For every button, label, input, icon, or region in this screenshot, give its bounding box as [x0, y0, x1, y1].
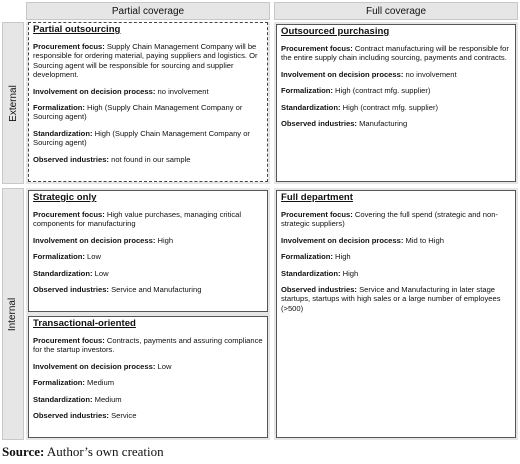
- value: High (Supply Chain Management Company or Sourcing agent): [33, 103, 243, 122]
- label: Involvement on decision process:: [281, 235, 404, 245]
- partial-outsourcing-standardization: [33, 129, 263, 148]
- transactional-oriented-standardization: [33, 395, 263, 404]
- value: High (contract mfg. supplier): [335, 86, 431, 96]
- label: Standardization:: [33, 394, 93, 404]
- row-label-external: [2, 22, 24, 184]
- full-department-procurement: [281, 210, 511, 229]
- label: Procurement focus:: [33, 210, 105, 219]
- partial-outsourcing-formalization: [33, 103, 263, 122]
- value: Contract manufacturing will be responsible for the entire supply chain including sourcing, payments and contracts.: [281, 44, 509, 63]
- outsourced-purchasing-title: Outsourced purchasing: [281, 26, 390, 37]
- label: Standardization:: [281, 102, 341, 112]
- column-header-full: Full coverage: [274, 2, 518, 20]
- full-department-industries: [281, 285, 511, 313]
- label: Standardization:: [281, 268, 341, 278]
- strategic-only-formalization: [33, 252, 263, 261]
- partial-outsourcing-title: Partial outsourcing: [33, 24, 121, 35]
- partial-outsourcing-involvement: [33, 87, 263, 96]
- label: Standardization:: [33, 128, 93, 138]
- strategic-only-title: Strategic only: [33, 192, 97, 203]
- transactional-oriented-box: [28, 316, 268, 438]
- full-department-involvement: [281, 236, 511, 245]
- value: High (contract mfg. supplier): [342, 102, 439, 112]
- label: Involvement on decision process:: [33, 86, 156, 96]
- label: Formalization:: [281, 86, 333, 96]
- full-department-box: [276, 190, 516, 438]
- strategic-only-industries: [33, 285, 263, 294]
- label: Observed industries:: [33, 411, 109, 421]
- value: High (Supply Chain Management Company or Sourcing agent): [33, 128, 250, 148]
- label: Standardization:: [33, 268, 93, 278]
- value: no involvement: [405, 69, 457, 79]
- value: High: [157, 235, 174, 245]
- label: Procurement focus:: [33, 42, 105, 51]
- full-department-formalization: [281, 252, 511, 261]
- value: High value purchases, managing critical components for manufacturing: [33, 210, 242, 229]
- strategic-only-box: [28, 190, 268, 312]
- label: Observed industries:: [281, 285, 357, 295]
- strategic-only-procurement: [33, 210, 263, 229]
- partial-outsourcing-procurement: [33, 42, 263, 80]
- source-text: Author’s own creation: [46, 444, 164, 459]
- transactional-oriented-industries: [33, 411, 263, 420]
- source-label: Source:: [2, 444, 45, 459]
- transactional-oriented-procurement: [33, 336, 263, 355]
- value: High: [335, 252, 351, 262]
- label: Formalization:: [281, 252, 333, 262]
- strategic-only-standardization: [33, 269, 263, 278]
- value: Mid to High: [405, 235, 444, 245]
- value: Contracts, payments and assuring compliance for the startup investors.: [33, 336, 263, 355]
- column-header-partial: Partial coverage: [26, 2, 270, 20]
- source-note: [2, 444, 164, 460]
- value: Low: [94, 268, 109, 278]
- row-label-internal-text: Internal: [7, 297, 19, 331]
- transactional-oriented-formalization: [33, 378, 263, 387]
- label: Involvement on decision process:: [281, 69, 404, 79]
- label: Formalization:: [33, 252, 85, 262]
- outsourced-purchasing-box: [276, 24, 516, 182]
- value: Covering the full spend (strategic and non-strategic suppliers): [281, 210, 498, 229]
- value: Service: [111, 411, 137, 421]
- value: not found in our sample: [111, 154, 191, 164]
- outsourced-purchasing-standardization: [281, 103, 511, 112]
- value: Service and Manufacturing in later stage startups, startups with high sales or a large number of employees (>500): [281, 285, 501, 313]
- strategic-only-involvement: [33, 236, 263, 245]
- label: Observed industries:: [33, 154, 109, 164]
- value: Service and Manufacturing: [111, 285, 202, 295]
- value: Medium: [94, 394, 122, 404]
- partial-outsourcing-box: [28, 22, 268, 182]
- label: Formalization:: [33, 103, 85, 113]
- value: Low: [87, 252, 101, 262]
- full-department-standardization: [281, 269, 511, 278]
- label: Observed industries:: [281, 119, 357, 129]
- transactional-oriented-title: Transactional-oriented: [33, 318, 136, 329]
- label: Involvement on decision process:: [33, 235, 156, 245]
- value: Low: [157, 361, 172, 371]
- outsourced-purchasing-industries: [281, 119, 511, 128]
- row-label-external-text: External: [7, 84, 19, 122]
- label: Formalization:: [33, 378, 85, 388]
- value: Manufacturing: [359, 119, 408, 129]
- label: Procurement focus:: [33, 336, 105, 345]
- label: Involvement on decision process:: [33, 361, 156, 371]
- label: Procurement focus:: [281, 44, 353, 53]
- transactional-oriented-involvement: [33, 362, 263, 371]
- label: Observed industries:: [33, 285, 109, 295]
- value: Supply Chain Management Company will be responsible for ordering material, paying suppliers and logistics. Or Sourcing agent will be responsible for sourcing and supplier development.: [33, 42, 258, 80]
- row-label-internal: [2, 188, 24, 440]
- outsourced-purchasing-involvement: [281, 70, 511, 79]
- outsourced-purchasing-formalization: [281, 86, 511, 95]
- full-department-title: Full department: [281, 192, 353, 203]
- outsourced-purchasing-procurement: [281, 44, 511, 63]
- value: Medium: [87, 378, 115, 388]
- value: no involvement: [157, 86, 209, 96]
- value: High: [342, 268, 359, 278]
- partial-outsourcing-industries: [33, 155, 263, 164]
- label: Procurement focus:: [281, 210, 353, 219]
